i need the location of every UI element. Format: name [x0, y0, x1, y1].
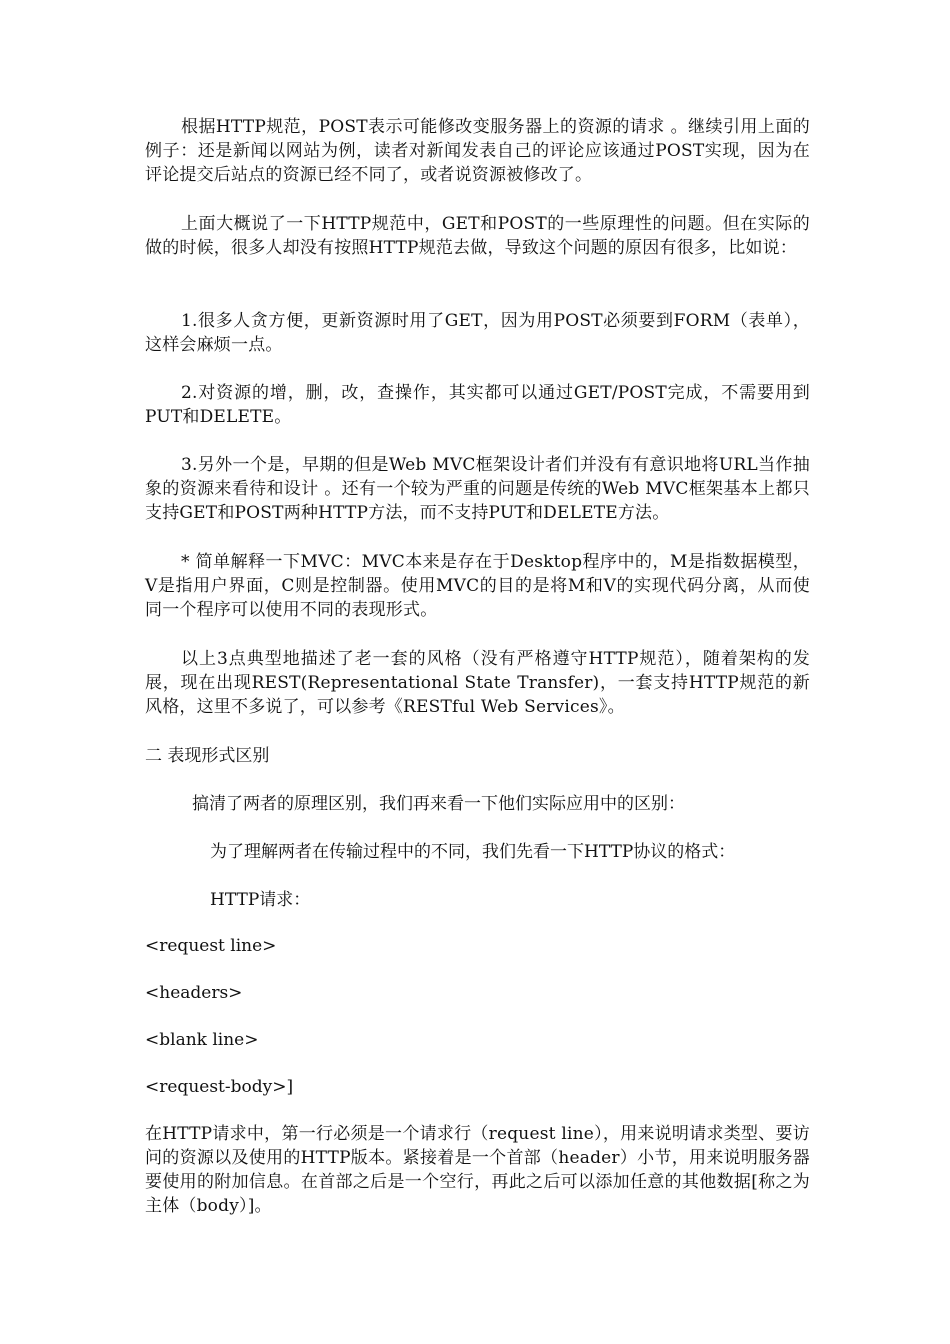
paragraph-mvc-note: * 简单解释一下MVC：MVC本来是存在于Desktop程序中的，M是指数据模型，V是指用户界面，C则是控制器。使用MVC的目的是将M和V的实现代码分离，从而使同一个程序可以使用不同的表现形式。	[145, 552, 810, 620]
code-request-body: <request-body>]	[145, 1077, 294, 1097]
http-request-label: HTTP请求：	[210, 890, 311, 910]
paragraph-get-post-overview: 上面大概说了一下HTTP规范中，GET和POST的一些原理性的问题。但在实际的做的时候，很多人却没有按照HTTP规范去做，导致这个问题的原因有很多，比如说：	[145, 214, 810, 258]
paragraph-http-request-explanation: 在HTTP请求中，第一行必须是一个请求行（request line），用来说明请求类型、要访问的资源以及使用的HTTP版本。紧接着是一个首部（header）小节，用来说明服务器要使用的附加信息。在首部之后是一个空行，再此之后可以添加任意的其他数据[称之为主体（body）]。	[145, 1124, 810, 1216]
code-request-line: <request line>	[145, 936, 277, 956]
paragraph-reason-2: 2.对资源的增，删，改，查操作，其实都可以通过GET/POST完成，不需要用到PUT和DELETE。	[145, 383, 810, 427]
paragraph-http-format-intro: 为了理解两者在传输过程中的不同，我们先看一下HTTP协议的格式：	[210, 842, 736, 862]
paragraph-reason-1: 1.很多人贪方便，更新资源时用了GET，因为用POST必须要到FORM（表单），这样会麻烦一点。	[145, 311, 810, 355]
paragraph-post-spec: 根据HTTP规范，POST表示可能修改变服务器上的资源的请求 。继续引用上面的例子：还是新闻以网站为例，读者对新闻发表自己的评论应该通过POST实现，因为在评论提交后站点的资源已经不同了，或者说资源被修改了。	[145, 117, 810, 185]
code-blank-line: <blank line>	[145, 1030, 259, 1050]
paragraph-difference-intro: 搞清了两者的原理区别，我们再来看一下他们实际应用中的区别：	[192, 794, 685, 814]
paragraph-reason-3: 3.另外一个是，早期的但是Web MVC框架设计者们并没有有意识地将URL当作抽象的资源来看待和设计 。还有一个较为严重的问题是传统的Web MVC框架基本上都只支持GET和POST两种HTTP方法，而不支持PUT和DELETE方法。	[145, 455, 810, 523]
paragraph-rest-summary: 以上3点典型地描述了老一套的风格（没有严格遵守HTTP规范），随着架构的发展，现在出现REST(Representational State Transfer)，一套支持HTTP规范的新风格，这里不多说了，可以参考《RESTful Web Services》。	[145, 649, 810, 717]
code-headers: <headers>	[145, 983, 243, 1003]
section-heading: 二 表现形式区别	[145, 746, 270, 766]
